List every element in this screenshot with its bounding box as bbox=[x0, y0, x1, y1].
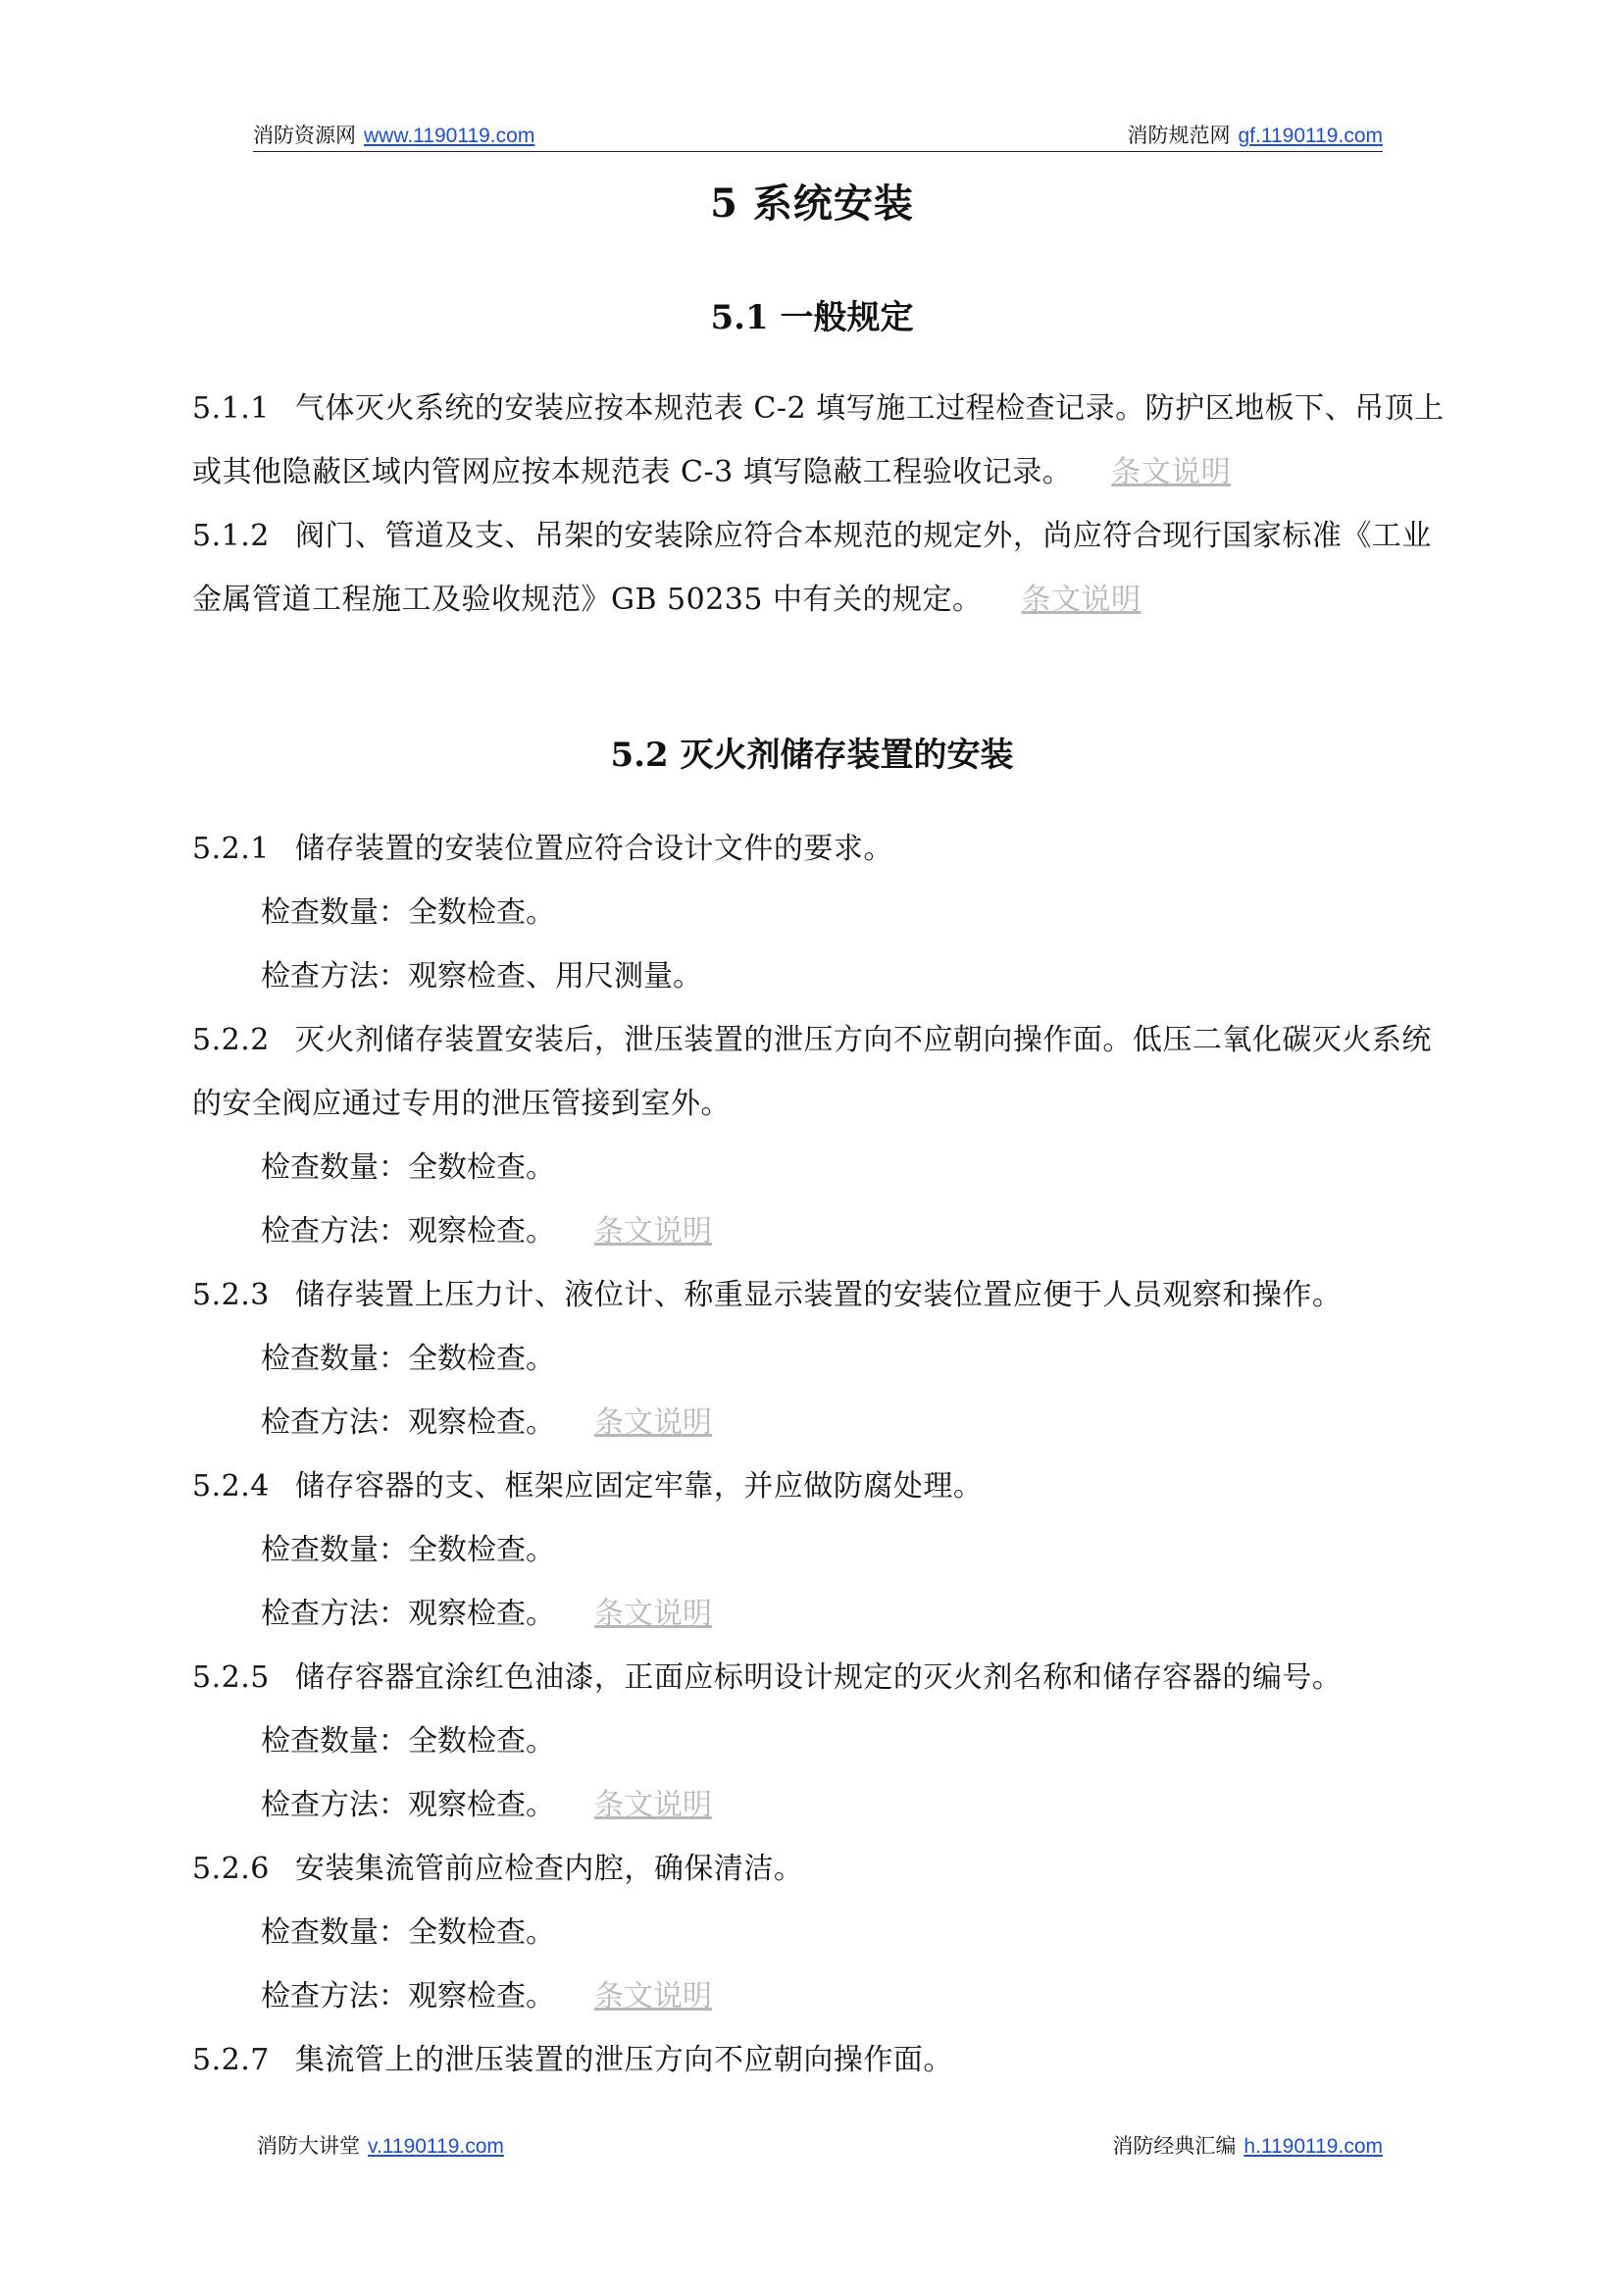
check-method: 检查方法：观察检查、用尺测量。 bbox=[261, 959, 702, 994]
clause-number: 5.2.1 bbox=[192, 832, 270, 866]
clause-note-link[interactable]: 条文说明 bbox=[594, 1405, 712, 1440]
clause-note-link[interactable]: 条文说明 bbox=[1021, 583, 1142, 617]
check-method-row bbox=[261, 1391, 712, 1454]
clause-note-link[interactable]: 条文说明 bbox=[594, 1597, 712, 1631]
footer-left-site-name: 消防大讲堂 bbox=[257, 2135, 360, 2158]
clause-5-2-2 bbox=[192, 1008, 1449, 1136]
check-quantity: 检查数量：全数检查。 bbox=[261, 1150, 555, 1185]
check-method: 检查方法：观察检查。 bbox=[261, 1597, 555, 1631]
chapter-title: 5 系统安装 bbox=[710, 180, 914, 227]
check-method: 检查方法：观察检查。 bbox=[261, 1405, 555, 1440]
clause-number: 5.2.3 bbox=[192, 1278, 270, 1312]
check-method-row bbox=[261, 1582, 712, 1646]
clause-text: 气体灭火系统的安装应按本规范表 C-2 填写施工过程检查记录。防护区地板下、吊顶上或其他隐蔽区域内管网应按本规范表 C-3 填写隐蔽工程验收记录。 bbox=[192, 391, 1445, 489]
clause-text: 安装集流管前应检查内腔，确保清洁。 bbox=[294, 1852, 804, 1886]
footer-right bbox=[1112, 2130, 1383, 2160]
check-quantity: 检查数量：全数检查。 bbox=[261, 895, 555, 930]
check-method-row bbox=[261, 1773, 712, 1837]
footer-right-link[interactable]: h.1190119.com bbox=[1243, 2135, 1383, 2158]
header-left bbox=[253, 120, 534, 149]
clause-5-2-3 bbox=[192, 1263, 1449, 1327]
check-method: 检查方法：观察检查。 bbox=[261, 1788, 555, 1822]
clause-number: 5.1.2 bbox=[192, 519, 270, 553]
clause-text: 阀门、管道及支、吊架的安装除应符合本规范的规定外，尚应符合现行国家标准《工业金属管道工程施工及验收规范》GB 50235 中有关的规定。 bbox=[192, 519, 1432, 617]
check-quantity: 检查数量：全数检查。 bbox=[261, 1724, 555, 1759]
header-right-link[interactable]: gf.1190119.com bbox=[1238, 125, 1383, 147]
page-header bbox=[253, 118, 1383, 152]
check-quantity: 检查数量：全数检查。 bbox=[261, 1915, 555, 1950]
clause-number: 5.2.6 bbox=[192, 1852, 270, 1886]
header-left-site-name: 消防资源网 bbox=[253, 125, 356, 147]
clause-5-2-1 bbox=[192, 817, 1449, 881]
clause-text: 集流管上的泄压装置的泄压方向不应朝向操作面。 bbox=[294, 2043, 953, 2077]
footer-left-link[interactable]: v.1190119.com bbox=[368, 2135, 504, 2158]
clause-text: 储存容器宜涂红色油漆，正面应标明设计规定的灭火剂名称和储存容器的编号。 bbox=[294, 1660, 1343, 1695]
section-title-5-1: 5.1 一般规定 bbox=[710, 298, 914, 337]
clause-5-1-2 bbox=[192, 504, 1449, 632]
check-quantity: 检查数量：全数检查。 bbox=[261, 1342, 555, 1376]
footer-right-site-name: 消防经典汇编 bbox=[1112, 2135, 1237, 2158]
clause-number: 5.1.1 bbox=[192, 391, 270, 426]
clause-note-link[interactable]: 条文说明 bbox=[594, 1979, 712, 2014]
header-right-site-name: 消防规范网 bbox=[1127, 125, 1231, 147]
footer-left bbox=[257, 2130, 504, 2160]
clause-text: 储存装置的安装位置应符合设计文件的要求。 bbox=[294, 832, 893, 866]
clause-text: 储存容器的支、框架应固定牢靠，并应做防腐处理。 bbox=[294, 1469, 984, 1504]
clause-note-link[interactable]: 条文说明 bbox=[594, 1788, 712, 1822]
clause-5-2-5 bbox=[192, 1646, 1449, 1709]
page-footer bbox=[253, 2130, 1383, 2164]
clause-5-2-6 bbox=[192, 1837, 1449, 1901]
clause-number: 5.2.7 bbox=[192, 2043, 270, 2077]
check-method-row bbox=[261, 1199, 712, 1263]
clause-number: 5.2.2 bbox=[192, 1023, 270, 1057]
header-left-link[interactable]: www.1190119.com bbox=[364, 125, 535, 147]
section-title-5-2: 5.2 灭火剂储存装置的安装 bbox=[610, 736, 1014, 775]
clause-note-link[interactable]: 条文说明 bbox=[1111, 455, 1232, 489]
check-method-row bbox=[261, 1964, 712, 2028]
clause-5-2-7 bbox=[192, 2028, 1449, 2092]
clause-note-link[interactable]: 条文说明 bbox=[594, 1214, 712, 1249]
check-method: 检查方法：观察检查。 bbox=[261, 1979, 555, 2014]
header-right bbox=[1128, 120, 1384, 149]
clause-number: 5.2.5 bbox=[192, 1660, 270, 1695]
check-quantity: 检查数量：全数检查。 bbox=[261, 1533, 555, 1567]
clause-number: 5.2.4 bbox=[192, 1469, 270, 1504]
clause-5-2-4 bbox=[192, 1454, 1449, 1518]
clause-5-1-1 bbox=[192, 377, 1449, 504]
check-method: 检查方法：观察检查。 bbox=[261, 1214, 555, 1249]
clause-text: 储存装置上压力计、液位计、称重显示装置的安装位置应便于人员观察和操作。 bbox=[294, 1278, 1343, 1312]
clause-text: 灭火剂储存装置安装后，泄压装置的泄压方向不应朝向操作面。低压二氧化碳灭火系统的安全阀应通过专用的泄压管接到室外。 bbox=[192, 1023, 1432, 1121]
